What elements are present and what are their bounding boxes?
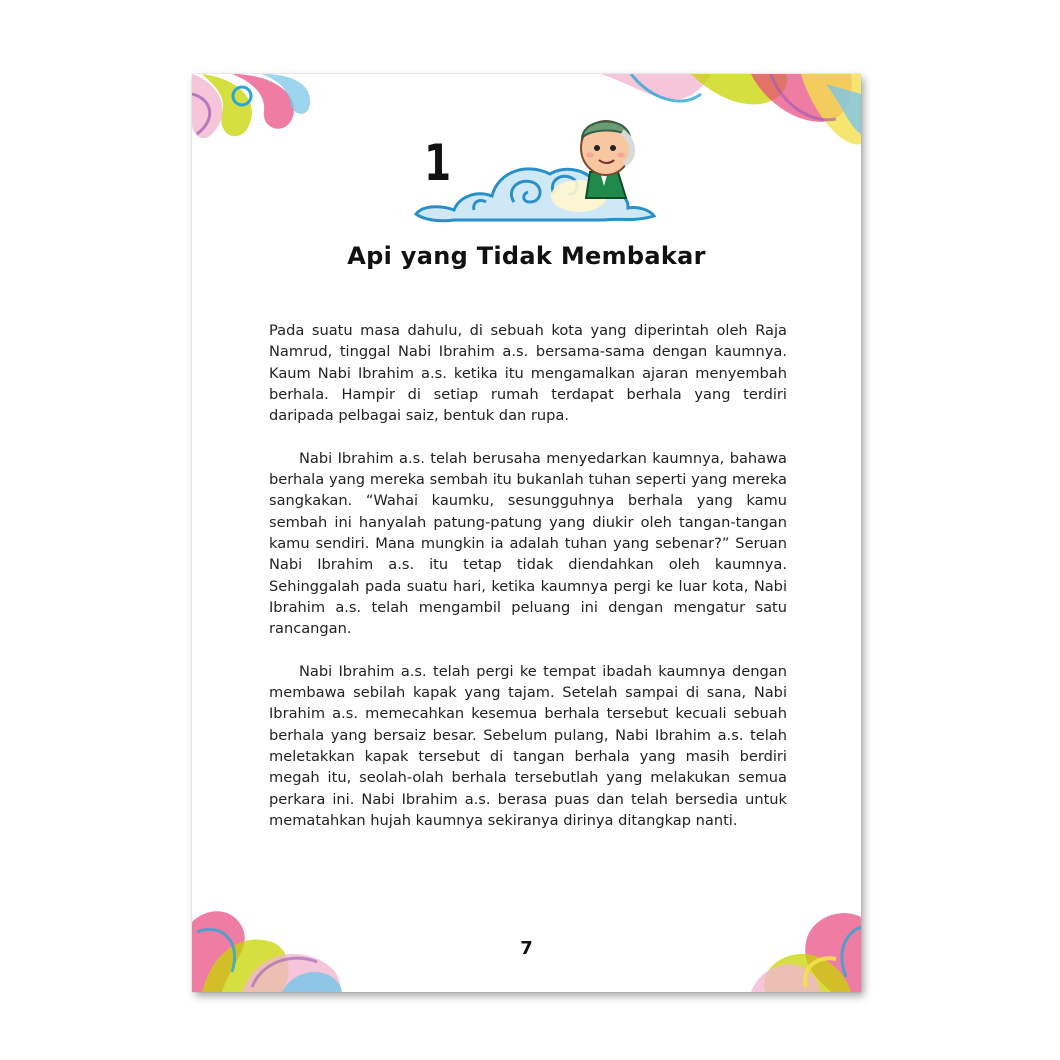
chapter-title: Api yang Tidak Membakar xyxy=(347,242,706,270)
swirl-decoration-top-left xyxy=(192,74,312,144)
book-page xyxy=(192,74,861,992)
paragraph: Nabi Ibrahim a.s. telah berusaha menyedarkan kaumnya, bahawa berhala yang mereka sembah itu bukanlah tuhan seperti yang mereka sangkakan. “Wahai kaumku, sesungguhnya berhala yang kamu sembah ini hanyalah patung-patung yang diukir oleh tangan-tangan kamu sendiri. Mana mungkin ia adalah tuhan yang sebenar?” Seruan Nabi Ibrahim a.s. itu tetap tidak diendahkan oleh kaumnya. Sehinggalah pada suatu hari, ketika kaumnya pergi ke luar kota, Nabi Ibrahim a.s. telah mengambil peluang ini dengan mengatur satu rancangan. xyxy=(269,449,787,638)
page-number: 7 xyxy=(520,938,533,959)
paragraph: Pada suatu masa dahulu, di sebuah kota yang diperintah oleh Raja Namrud, tinggal Nabi Ibrahim a.s. bersama-sama dengan kaumnya. Kaum Nabi Ibrahim a.s. ketika itu mengamalkan ajaran menyembah berhala. Hampir di setiap rumah terdapat berhala yang terdiri daripada pelbagai saiz, bentuk dan rupa. xyxy=(269,322,787,425)
chapter-number: 1 xyxy=(424,134,452,192)
cloud-boy-illustration xyxy=(414,102,664,232)
story-text xyxy=(269,320,787,852)
paragraph: Nabi Ibrahim a.s. telah pergi ke tempat ibadah kaumnya dengan membawa sebilah kapak yang tajam. Setelah sampai di sana, Nabi Ibrahim a.s. memecahkan kesemua berhala tersebut kecuali sebuah berhala yang bersaiz besar. Sebelum pulang, Nabi Ibrahim a.s. telah meletakkan kapak tersebut di tangan berhala yang masih berdiri megah itu, seolah-olah berhala tersebutlah yang melakukan semua perkara ini. Nabi Ibrahim a.s. berasa puas dan telah bersedia untuk mematahkan hujah kaumnya sekiranya dirinya ditangkap nanti. xyxy=(269,662,787,829)
